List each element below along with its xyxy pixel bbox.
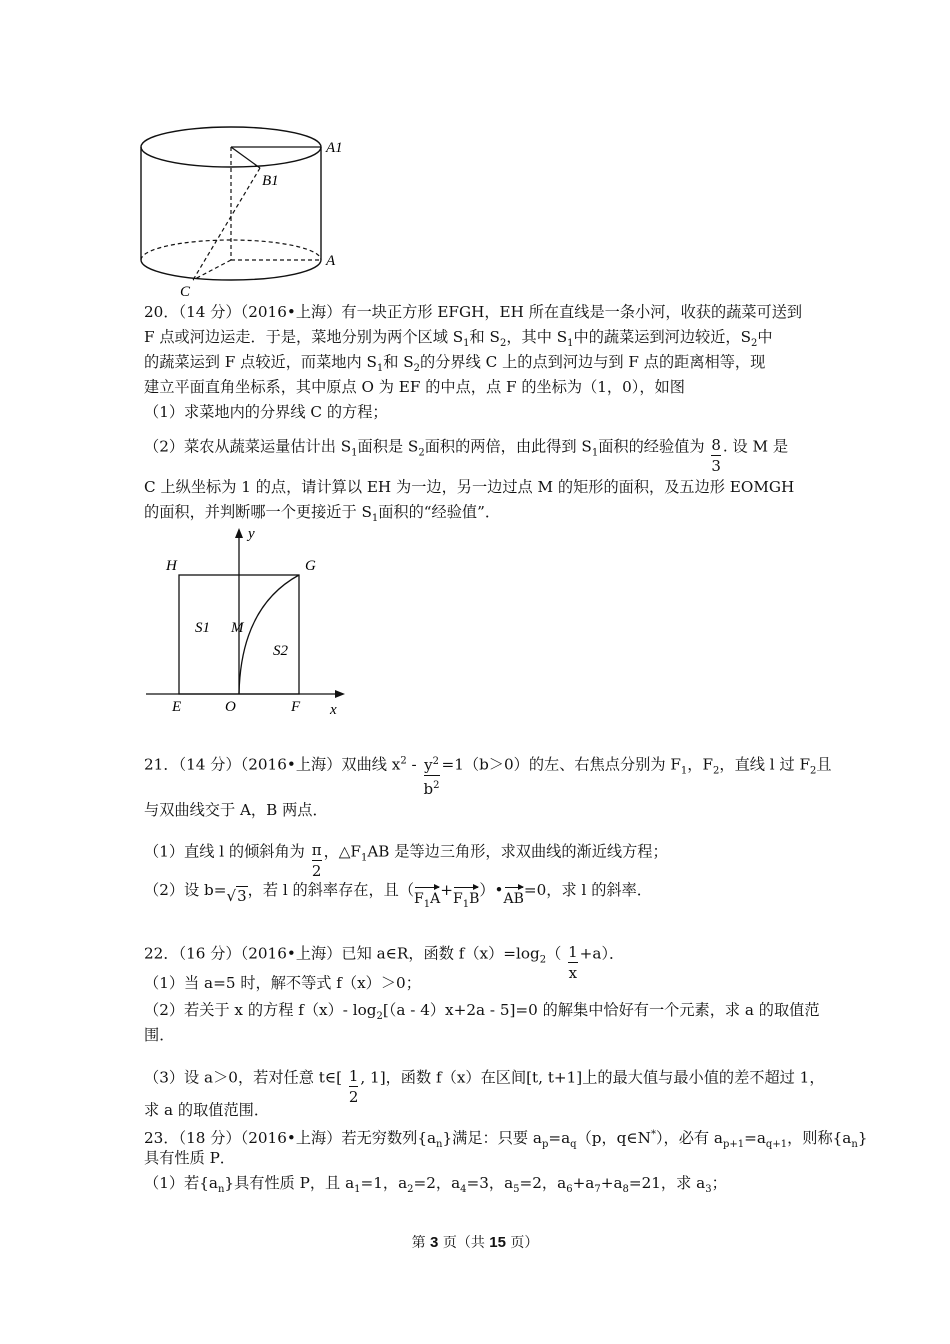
label-o: O [225,699,236,715]
fraction-8-3: $\frac{8}{3}$ [711,436,721,475]
label-y: y [248,526,255,542]
sqrt-3: √3 [226,887,247,905]
q20-line-7: C 上纵坐标为 1 的点，请计算以 EH 为一边，另一边过点 M 的矩形的面积，及五边形 EOMGH [144,478,795,496]
label-e: E [172,699,182,715]
cylinder-figure [138,122,358,300]
fraction-pi-2: $\frac{\pi}{2}$ [311,841,322,880]
cylinder-bottom-back [141,240,321,260]
q20-part-1: （1）求菜地内的分界线 C 的方程； [144,403,388,421]
label-g: G [305,558,316,574]
label-b1: B1 [262,173,279,189]
segment-b1-c-dashed [193,168,260,280]
cylinder-bottom-front [141,260,321,280]
page-total: 15 [489,1234,506,1251]
q22-part-3: （3）设 a＞0，若对任意 t∈[ $\frac{1}{2}$ , 1]，函数 f（x）在区间[t, t+1]上的最大值与最小值的差不超过 1， [144,1067,825,1106]
q22-part-2: （2）若关于 x 的方程 f（x）- $\log_2[(a - 4)x+2a - 5]=0$ 的解集中恰好有一个元素，求 a 的取值范 [144,1001,820,1023]
label-m: M [231,620,244,636]
q21-part-2: （2）设 b=√3，若 l 的斜率存在，且$(F_1A+F_1B)•AB=0$，求 l 的斜率． [144,877,652,907]
vector-ab: AB [504,885,524,909]
q23-line-1: 23．（18 分）（2016•上海）若无穷数列$\{a_n\}$满足：只要 $a_p=a_q(p$，q∈N*），必有 $a_{p+1}=a_{q+1}$，则称$\{a_n\}$ [144,1129,868,1151]
label-h: H [166,558,177,574]
q20-line-2: F 点或河边运走．于是，菜地分别为两个区域 $S_1$和 $S_2$，其中 $S_1$中的蔬菜运到河边较近，$S_2$中 [144,328,773,350]
q20-line-8: 的面积，并判断哪一个更接近于 $S_1$面积的“经验值”． [144,503,501,525]
q20-part-2: （2）菜农从蔬菜运量估计出 $S_1$面积是 $S_2$面积的两倍，由此得到 $S_1$面积的经验值为 $\frac{8}{3}$ . 设 M 是 [144,436,789,475]
q22-line-1: 22．（16 分）（2016•上海）已知 a∈R，函数 $f(x)=\log_2$（ $\frac{1}{x}$ +a）． [144,943,625,982]
x-axis-arrow [335,690,345,698]
label-s2: S2 [273,643,288,659]
fraction-y2-b2: $\frac{y^2}{b^2}$ [424,752,440,799]
q22-part-1: （1）当 a=5 时，解不等式 f（x）＞0； [144,974,421,992]
q21-line-1: 21．（14 分）（2016•上海）双曲线 $x^2$ - $\frac{y^2}{b^2}$ =1（b＞0）的左、右焦点分别为 $F_1$，$F_2$，直线 l 过 $F_2$且 [144,742,832,789]
q21-line-2: 与双曲线交于 A，B 两点． [144,801,328,819]
fraction-1-x: $\frac{1}{x}$ [568,943,578,982]
label-a1: A1 [326,140,343,156]
label-a: A [326,253,336,269]
fraction-1-2: $\frac{1}{2}$ [348,1067,359,1106]
label-x: x [330,702,337,718]
q20-line-1: 20．（14 分）（2016•上海）有一块正方形 EFGH，EH 所在直线是一条小河，收获的蔬菜可送到 [144,303,803,321]
label-f: F [291,699,301,715]
top-chord [231,147,260,168]
curve-c [239,575,299,694]
q20-line-4: 建立平面直角坐标系，其中原点 O 为 EF 的中点，点 F 的坐标为（1，0），如图 [144,378,685,396]
q22-part-2-cont: 围． [144,1026,175,1044]
vector-f1a: $F_1A$ [414,885,440,915]
vector-f1b: $F_1B$ [453,885,479,915]
page-number: 3 [430,1234,439,1251]
q21-part-1: （1）直线 l 的倾斜角为 $\frac{\pi}{2}$ ，$\triangle F_1AB$ 是等边三角形，求双曲线的渐近线方程； [144,841,668,880]
q20-line-3: 的蔬菜运到 F 点较近，而菜地内 $S_1$和 $S_2$的分界线 C 上的点到河边与到 F 点的距离相等，现 [144,353,766,375]
label-c: C [180,284,191,300]
page-footer: 第 3 页（共 15 页） [411,1234,539,1251]
square-figure [140,524,350,720]
label-s1: S1 [195,620,210,636]
q23-part-1: （1）若$\{a_n\}$具有性质 P，且 $a_1=1$，$a_2=2$，$a_4=3$，$a_5=2$，$a_6+a_7+a_8=21$，求 $a_3$； [144,1174,727,1196]
y-axis-arrow [235,528,243,538]
q23-line-2: 具有性质 P． [144,1149,235,1167]
q22-part-3-cont: 求 a 的取值范围． [144,1101,270,1119]
